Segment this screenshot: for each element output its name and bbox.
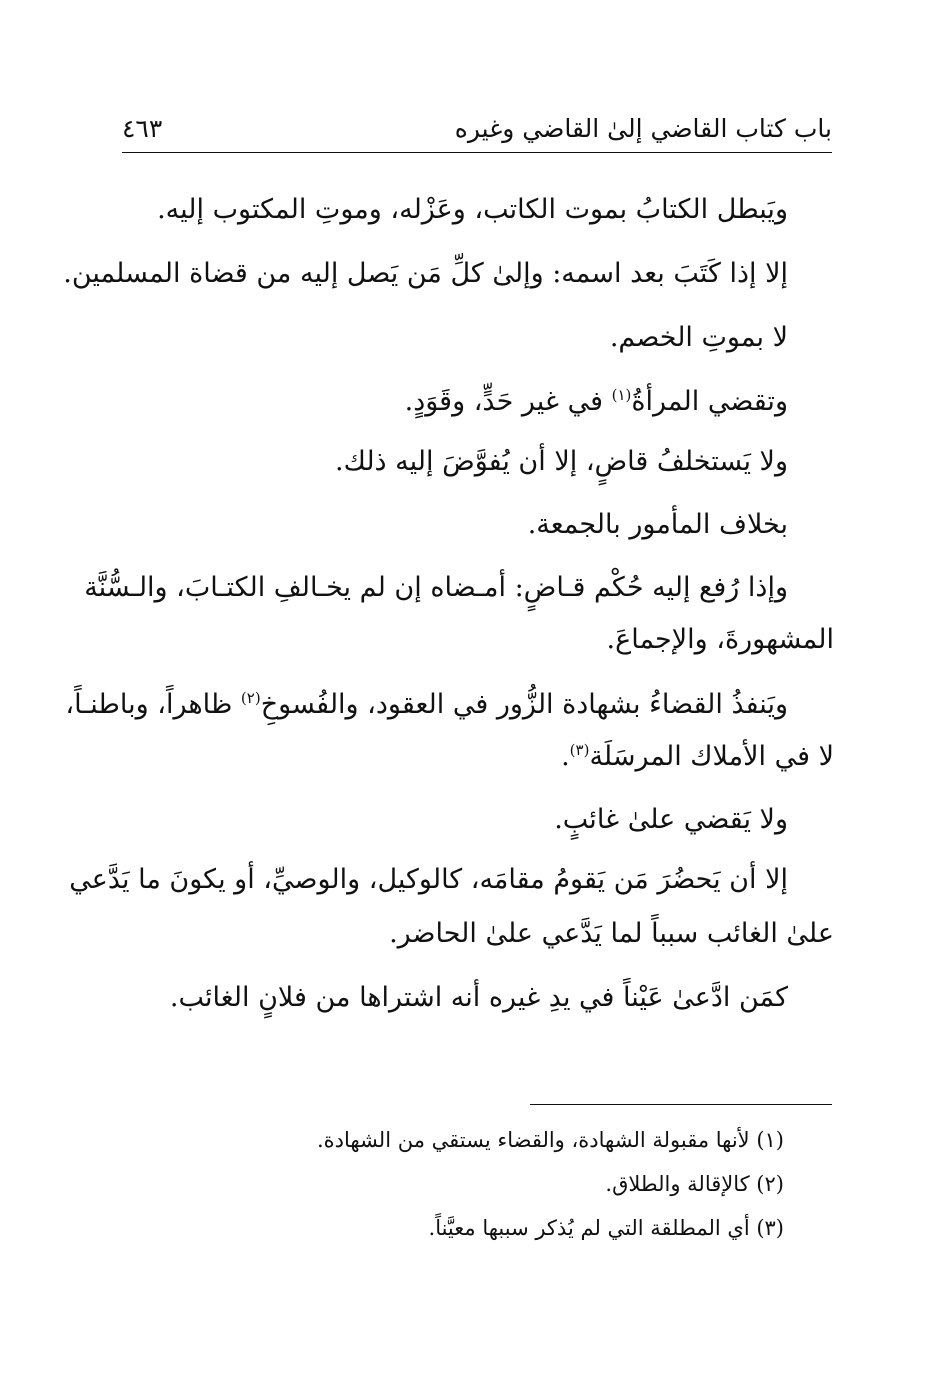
text-line: ولا يَستخلفُ قاضٍ، إلا أن يُفوَّضَ إليه ذلك. xyxy=(334,446,788,477)
text-line xyxy=(405,382,788,422)
text-line: ولا يَقضي علىٰ غائبٍ. xyxy=(554,804,788,835)
text-line: علىٰ الغائب سبباً لما يَدَّعي علىٰ الحاضر. xyxy=(389,918,834,949)
text-line: كمَن ادَّعىٰ عَيْناً في يدِ غيره أنه اشتراها من فلانٍ الغائب. xyxy=(169,982,788,1013)
text-line: وإذا رُفع إليه حُكْم قـاضٍ: أمـضاه إن لم يخـالفِ الكتـابَ، والـسُّنَّة xyxy=(84,572,788,603)
footnote-ref[interactable]: (٢) xyxy=(240,689,261,707)
text-line: إلا أن يَحضُرَ مَن يَقومُ مقامَه، كالوكيل، والوصيِّ، أو يكونَ ما يَدَّعي xyxy=(69,864,788,895)
footnote-ref[interactable]: (١) xyxy=(611,386,632,404)
text-line: لا بموتِ الخصم. xyxy=(609,322,788,353)
footnote: (٢) كالإقالة والطلاق. xyxy=(605,1172,784,1196)
running-title: باب كتاب القاضي إلىٰ القاضي وغيره xyxy=(454,114,832,143)
text-segment: وتقضي المرأةُ xyxy=(631,386,788,417)
text-line xyxy=(65,685,788,725)
text-segment: . xyxy=(561,741,570,772)
page-number: ٤٦٣ xyxy=(122,114,163,143)
text-segment: ويَنفذُ القضاءُ بشهادة الزُّور في العقود، والفُسوخِ xyxy=(260,689,788,720)
footnote: (١) لأنها مقبولة الشهادة، والقضاء يستقي من الشهادة. xyxy=(316,1128,784,1152)
text-line xyxy=(561,737,834,777)
text-line: المشهورةَ، والإجماعَ. xyxy=(606,624,834,655)
text-line: ويَبطل الكتابُ بموت الكاتب، وعَزْله، وموتِ المكتوب إليه. xyxy=(157,194,788,225)
text-segment: لا في الأملاك المرسَلَة xyxy=(589,741,834,772)
footnote-ref[interactable]: (٣) xyxy=(569,741,590,759)
text-segment: في غير حَدٍّ، وقَوَدٍ. xyxy=(404,386,612,417)
text-line: إلا إذا كَتَبَ بعد اسمه: وإلىٰ كلِّ مَن يَصل إليه من قضاة المسلمين. xyxy=(63,258,788,289)
text-line: بخلاف المأمور بالجمعة. xyxy=(527,509,788,540)
text-segment: ظاهراً، وباطنـاً، xyxy=(65,689,241,720)
footnote-separator xyxy=(530,1104,832,1105)
footnote: (٣) أي المطلقة التي لم يُذكر سببها معيَّناً. xyxy=(428,1216,784,1240)
